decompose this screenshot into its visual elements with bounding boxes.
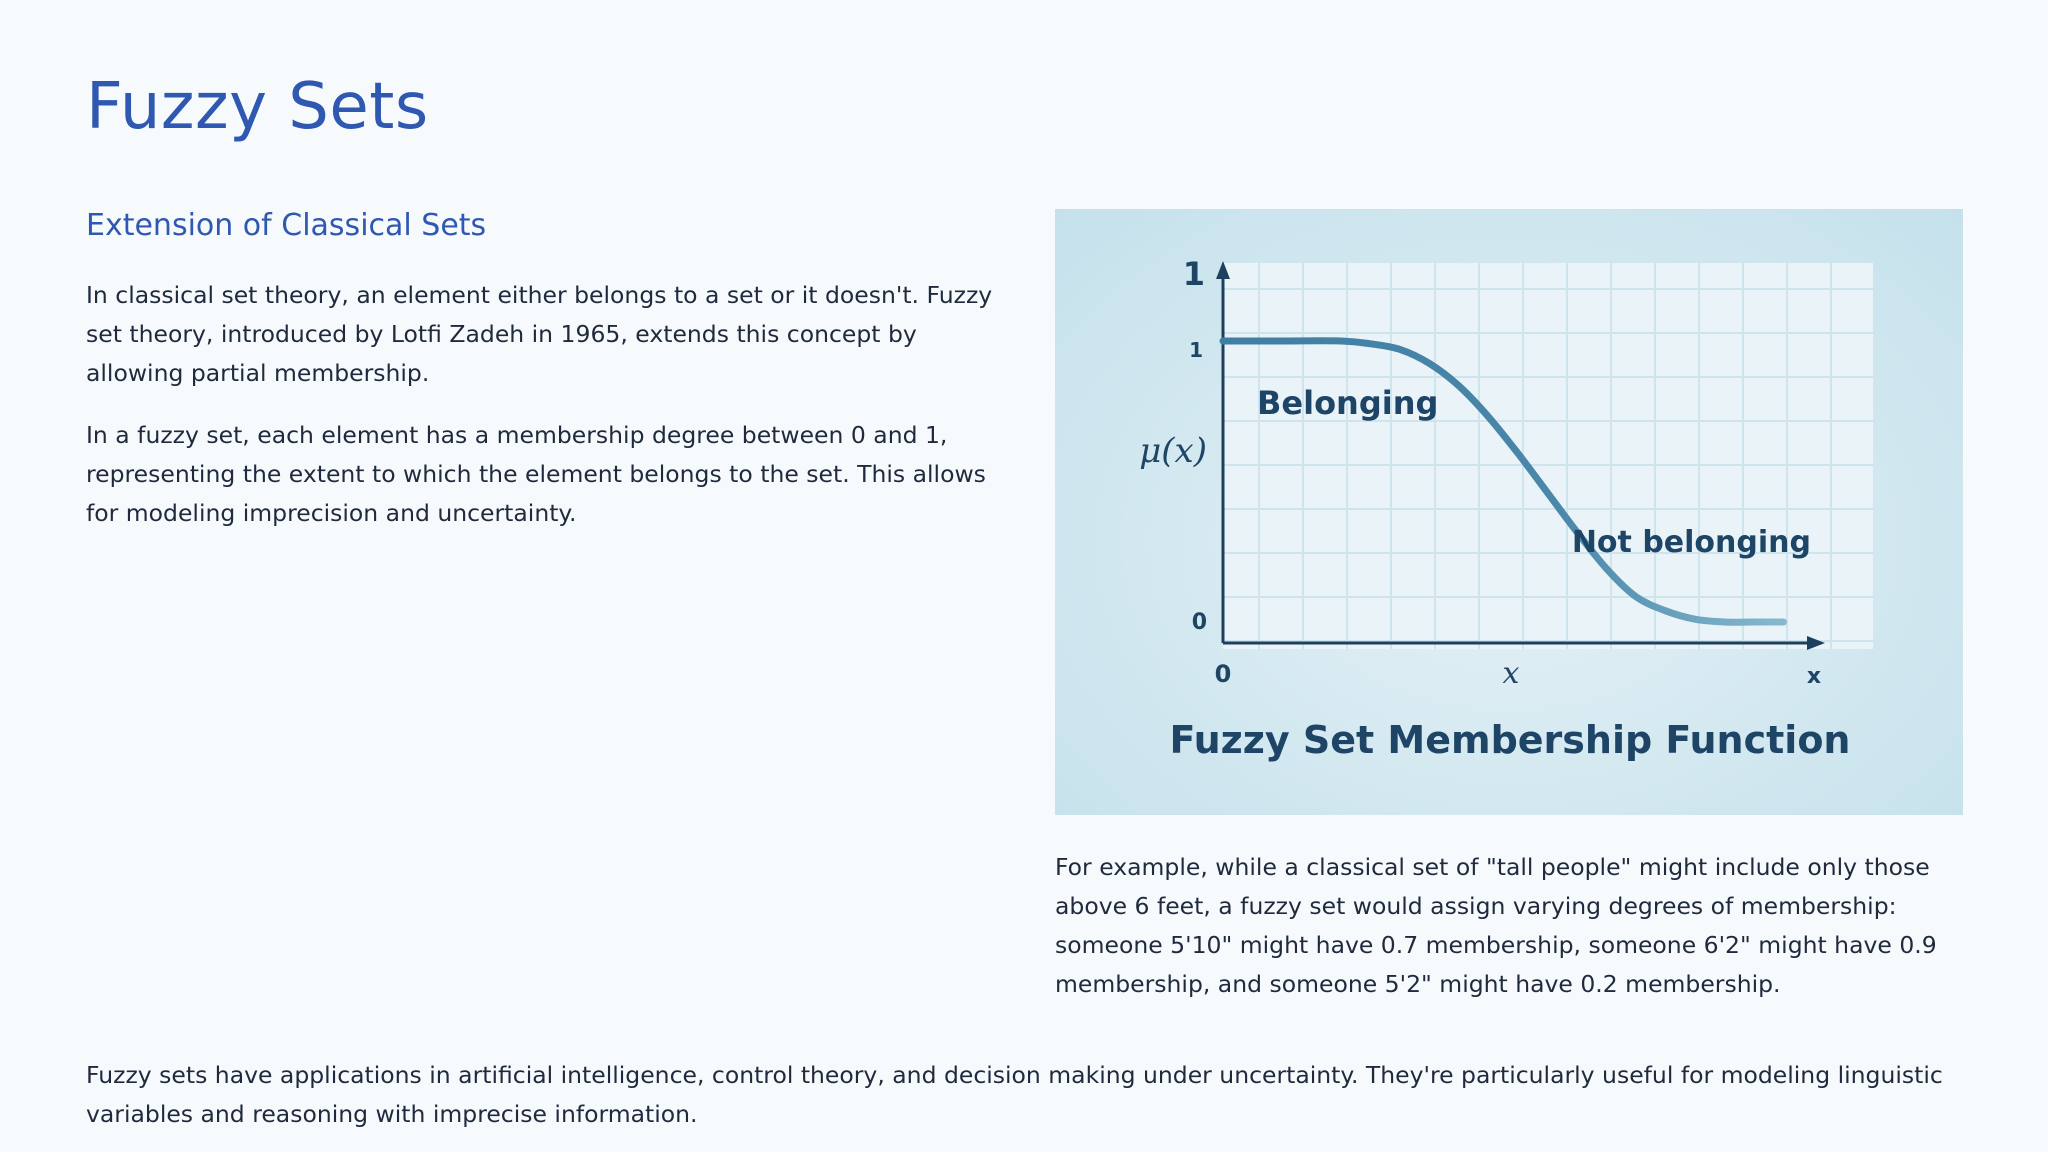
x-tick-label-0: 0 bbox=[1214, 660, 1232, 688]
page-title: Fuzzy Sets bbox=[86, 70, 429, 144]
y-tick-label-0: 0 bbox=[1191, 610, 1207, 635]
annotation-belonging: Belonging bbox=[1257, 384, 1439, 422]
x-tick-label-x: x bbox=[1502, 656, 1520, 691]
membership-function-figure bbox=[1055, 209, 1963, 815]
example-paragraph: For example, while a classical set of "tall people" might include only those above 6 feet, a fuzzy set would assign varying degrees of membership: someone 5'10" might have 0.7 membership, someone 6'2" might have 0.9 membership, and someone 5'2" might have 0.2 membership. bbox=[1055, 853, 1937, 998]
membership-chart bbox=[1055, 209, 1963, 815]
annotation-not-belonging: Not belonging bbox=[1571, 525, 1811, 560]
figure-title: Fuzzy Set Membership Function bbox=[1169, 718, 1851, 762]
applications-paragraph: Fuzzy sets have applications in artificial intelligence, control theory, and decision making under uncertainty. They're particularly useful for modeling linguistic variables and reasoning with imprecise information. bbox=[86, 1061, 1943, 1128]
y-axis-top-label: 1 bbox=[1182, 255, 1205, 293]
membership-paragraph: In a fuzzy set, each element has a membership degree between 0 and 1, representing the extent to which the element belongs to the set. This allows for modeling imprecision and uncertainty. bbox=[86, 421, 986, 527]
x-axis-end-label: x bbox=[1806, 664, 1822, 689]
intro-paragraph: In classical set theory, an element either belongs to a set or it doesn't. Fuzzy set theory, introduced by Lotfi Zadeh in 1965, extends this concept by allowing partial membership. bbox=[86, 281, 993, 387]
plot-background bbox=[1223, 263, 1873, 649]
y-axis-label: μ(x) bbox=[1139, 431, 1207, 471]
section-subtitle: Extension of Classical Sets bbox=[86, 208, 487, 243]
y-tick-label-1: 1 bbox=[1189, 338, 1203, 362]
